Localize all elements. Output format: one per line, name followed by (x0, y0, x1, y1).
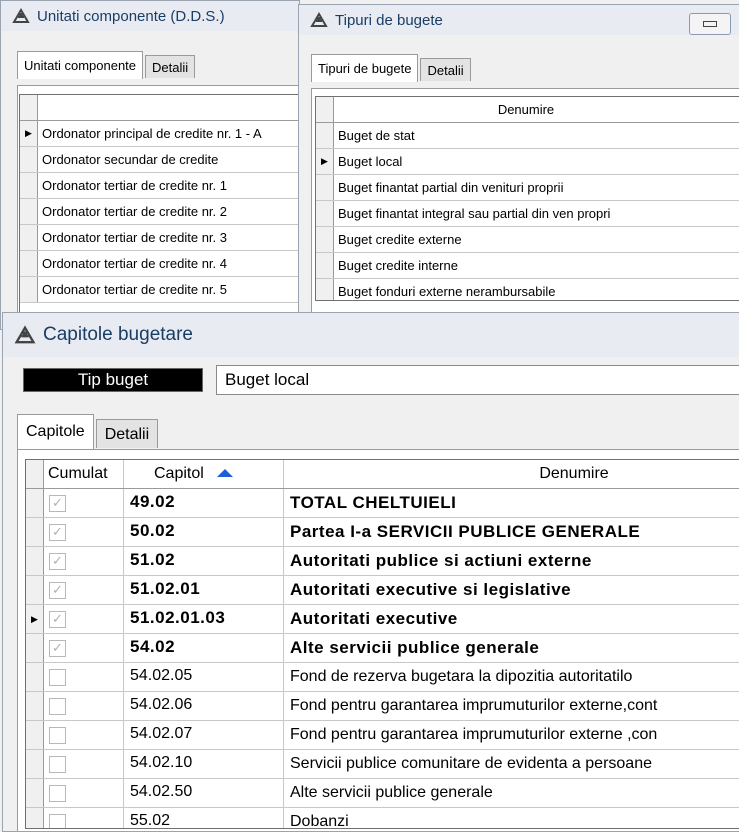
denumire-cell: Dobanzi (290, 813, 349, 829)
unitati-name-cell: Ordonator secundar de credite (42, 152, 219, 167)
cumulat-cell (44, 808, 124, 829)
tipuri-grid[interactable] (315, 96, 739, 301)
unitati-grid-header (20, 95, 300, 121)
row-indicator[interactable] (26, 576, 44, 604)
row-indicator[interactable] (20, 121, 38, 146)
tab-capitole-detalii[interactable]: Detalii (96, 419, 158, 448)
row-indicator[interactable] (26, 547, 44, 575)
unitati-name-cell: Ordonator tertiar de credite nr. 4 (42, 256, 227, 271)
cumulat-checkbox[interactable]: ✓ (49, 524, 66, 541)
cumulat-checkbox[interactable]: ✓ (49, 611, 66, 628)
row-indicator[interactable] (26, 489, 44, 517)
tipuri-row[interactable] (316, 149, 739, 175)
capitole-row[interactable] (26, 663, 739, 692)
cumulat-checkbox[interactable]: ✓ (49, 582, 66, 599)
minimize-button[interactable] (689, 13, 731, 35)
unitati-window[interactable] (0, 0, 300, 330)
row-indicator[interactable] (316, 149, 334, 174)
tipuri-name-cell: Buget credite externe (338, 232, 462, 247)
denumire-cell: Fond de rezerva bugetara la dipozitia autoritatilo (290, 668, 633, 685)
denumire-cell: Servicii publice comunitare de evidenta a persoane (290, 755, 652, 772)
cumulat-cell (44, 489, 124, 517)
capitol-cell: 55.02 (124, 808, 284, 829)
unitati-row[interactable] (20, 225, 300, 251)
cumulat-cell (44, 634, 124, 662)
capitole-row[interactable] (26, 692, 739, 721)
capitol-cell: 50.02 (124, 518, 284, 546)
row-pointer-icon: ▶ (31, 613, 38, 624)
capitole-row[interactable] (26, 547, 739, 576)
cumulat-checkbox[interactable] (49, 756, 66, 773)
row-indicator[interactable] (316, 279, 334, 301)
cumulat-cell (44, 576, 124, 604)
cumulat-checkbox[interactable]: ✓ (49, 553, 66, 570)
denumire-cell: TOTAL CHELTUIELI (290, 493, 457, 512)
capitole-row[interactable] (26, 721, 739, 750)
tab-unitati-componente[interactable]: Unitati componente (17, 51, 143, 79)
capitol-cell: 54.02 (124, 634, 284, 662)
tipuri-window[interactable] (298, 4, 739, 324)
col-capitol-header[interactable] (124, 460, 284, 488)
capitol-cell: 51.02.01 (124, 576, 284, 604)
row-indicator[interactable] (316, 227, 334, 252)
col-denumire-header[interactable]: Denumire (539, 465, 609, 482)
capitole-row[interactable] (26, 779, 739, 808)
app-icon (13, 324, 37, 346)
row-indicator[interactable] (26, 721, 44, 749)
cumulat-cell (44, 518, 124, 546)
capitole-row[interactable] (26, 605, 739, 634)
denumire-cell: Fond pentru garantarea imprumuturilor externe ,con (290, 726, 658, 743)
cumulat-cell (44, 605, 124, 633)
row-indicator[interactable] (26, 605, 44, 633)
capitole-grid-header (26, 460, 739, 489)
row-indicator[interactable] (20, 173, 38, 198)
tipuri-name-cell: Buget local (338, 154, 403, 169)
capitole-row[interactable] (26, 634, 739, 663)
row-indicator[interactable] (20, 251, 38, 276)
unitati-grid[interactable] (19, 94, 300, 319)
cumulat-cell (44, 663, 124, 691)
tipuri-name-cell: Buget credite interne (338, 258, 458, 273)
tab-tipuri-detalii[interactable]: Detalii (420, 58, 470, 81)
capitol-cell: 54.02.50 (124, 779, 284, 807)
cumulat-cell (44, 750, 124, 778)
unitati-row[interactable] (20, 147, 300, 173)
row-indicator[interactable] (26, 750, 44, 778)
tip-buget-field[interactable]: Buget local (216, 365, 739, 395)
row-indicator[interactable] (26, 808, 44, 829)
tipuri-name-cell: Buget finantat partial din venituri proprii (338, 180, 564, 195)
row-pointer-icon: ▶ (25, 128, 32, 138)
capitol-cell: 49.02 (124, 489, 284, 517)
tab-unitati-detalii[interactable]: Detalii (145, 55, 195, 78)
unitati-name-cell: Ordonator principal de credite nr. 1 - A (42, 126, 262, 141)
tipuri-title: Tipuri de bugete (335, 11, 443, 29)
row-indicator[interactable] (26, 634, 44, 662)
cumulat-checkbox[interactable] (49, 785, 66, 802)
tipuri-name-cell: Buget finantat integral sau partial din ven propri (338, 206, 611, 221)
sort-asc-icon (216, 468, 234, 478)
tip-buget-label: Tip buget (23, 368, 203, 392)
row-indicator[interactable] (20, 147, 38, 172)
row-indicator[interactable] (316, 123, 334, 148)
cumulat-cell (44, 692, 124, 720)
tipuri-name-cell: Buget fonduri externe nerambursabile (338, 284, 556, 299)
row-indicator[interactable] (20, 277, 38, 302)
capitol-cell: 54.02.07 (124, 721, 284, 749)
tab-capitole[interactable]: Capitole (17, 414, 94, 449)
cumulat-checkbox[interactable]: ✓ (49, 640, 66, 657)
denumire-cell: Autoritati publice si actiuni externe (290, 551, 592, 570)
capitole-row[interactable] (26, 750, 739, 779)
app-icon (11, 7, 31, 25)
capitol-cell: 54.02.10 (124, 750, 284, 778)
cumulat-checkbox[interactable]: ✓ (49, 495, 66, 512)
row-indicator[interactable] (26, 518, 44, 546)
denumire-cell: Fond pentru garantarea imprumuturilor externe,cont (290, 697, 658, 714)
unitati-row[interactable] (20, 173, 300, 199)
cumulat-checkbox[interactable] (49, 727, 66, 744)
denumire-cell: Alte servicii publice generale (290, 784, 493, 801)
tipuri-row[interactable] (316, 227, 739, 253)
tipuri-row[interactable] (316, 175, 739, 201)
capitole-row[interactable] (26, 808, 739, 829)
row-indicator[interactable] (316, 175, 334, 200)
row-pointer-icon: ▶ (321, 156, 328, 166)
tipuri-name-cell: Buget de stat (338, 128, 415, 143)
col-cumulat-header[interactable]: Cumulat (44, 460, 124, 488)
unitati-name-cell: Ordonator tertiar de credite nr. 3 (42, 230, 227, 245)
unitati-row[interactable] (20, 121, 300, 147)
tipuri-row[interactable] (316, 253, 739, 279)
app-icon (309, 11, 329, 29)
tab-tipuri-bugete[interactable]: Tipuri de bugete (311, 54, 418, 82)
capitol-cell: 51.02.01.03 (124, 605, 284, 633)
cumulat-cell (44, 547, 124, 575)
capitole-grid[interactable] (25, 459, 739, 829)
unitati-row[interactable] (20, 199, 300, 225)
cumulat-checkbox[interactable] (49, 669, 66, 686)
cumulat-checkbox[interactable] (49, 698, 66, 715)
tipuri-row[interactable] (316, 201, 739, 227)
unitati-name-cell: Ordonator tertiar de credite nr. 5 (42, 282, 227, 297)
capitole-titlebar[interactable] (3, 313, 739, 357)
capitole-row[interactable] (26, 576, 739, 605)
cumulat-checkbox[interactable] (49, 814, 66, 830)
cumulat-cell (44, 779, 124, 807)
unitati-row[interactable] (20, 251, 300, 277)
row-indicator[interactable] (316, 201, 334, 226)
capitol-cell: 51.02 (124, 547, 284, 575)
minimize-icon (703, 21, 717, 27)
col-denumire-header[interactable]: Denumire (497, 102, 555, 117)
capitole-window[interactable] (2, 312, 739, 832)
denumire-cell: Autoritati executive (290, 609, 458, 628)
unitati-row[interactable] (20, 277, 300, 303)
row-indicator[interactable] (26, 779, 44, 807)
cumulat-cell (44, 721, 124, 749)
unitati-name-cell: Ordonator tertiar de credite nr. 1 (42, 178, 227, 193)
unitati-titlebar[interactable] (1, 1, 299, 31)
row-indicator[interactable] (26, 663, 44, 691)
capitol-cell: 54.02.05 (124, 663, 284, 691)
denumire-cell: Alte servicii publice generale (290, 638, 540, 657)
row-indicator[interactable] (26, 692, 44, 720)
row-indicator[interactable] (20, 225, 38, 250)
capitole-row[interactable] (26, 489, 739, 518)
col-capitol-label: Capitol (154, 465, 204, 482)
tipuri-grid-header (316, 97, 739, 123)
capitole-title: Capitole bugetare (43, 324, 193, 345)
row-indicator[interactable] (316, 253, 334, 278)
unitati-title: Unitati componente (D.D.S.) (37, 7, 225, 25)
denumire-cell: Autoritati executive si legislative (290, 580, 572, 599)
tipuri-row[interactable] (316, 279, 739, 301)
capitole-row[interactable] (26, 518, 739, 547)
row-indicator[interactable] (20, 199, 38, 224)
tipuri-row[interactable] (316, 123, 739, 149)
capitol-cell: 54.02.06 (124, 692, 284, 720)
unitati-name-cell: Ordonator tertiar de credite nr. 2 (42, 204, 227, 219)
tipuri-titlebar[interactable] (299, 5, 739, 35)
denumire-cell: Partea I-a SERVICII PUBLICE GENERALE (290, 522, 641, 541)
